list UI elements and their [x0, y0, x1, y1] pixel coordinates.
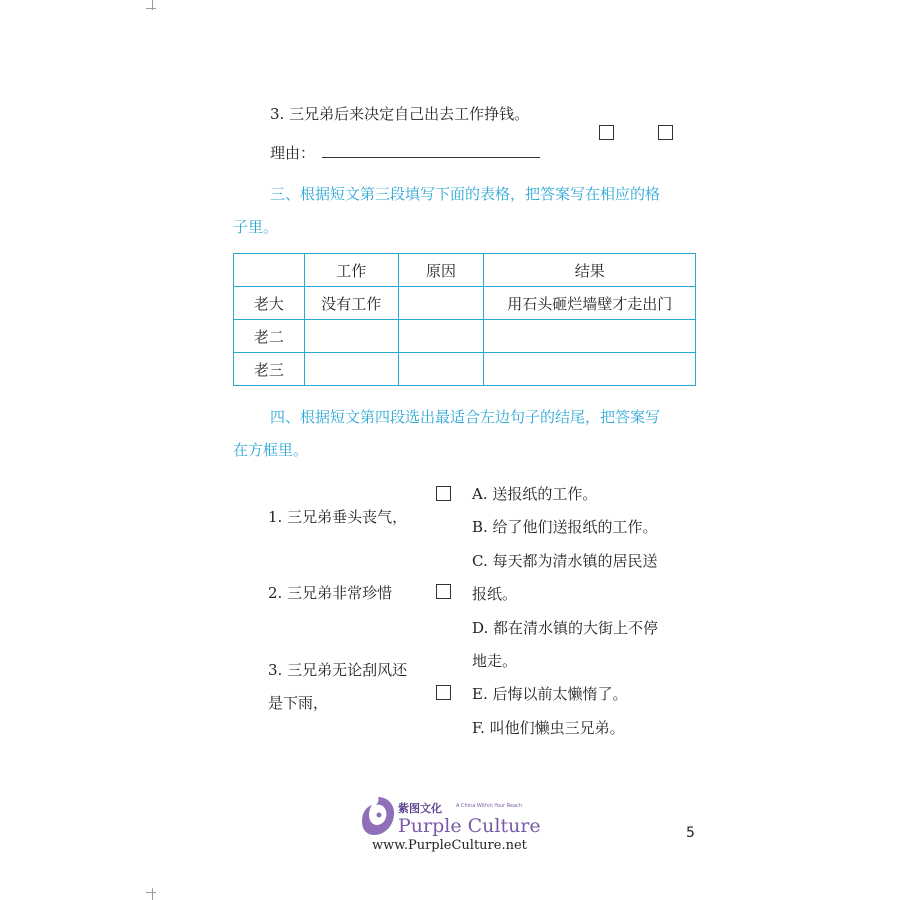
- section4-instruction-line2: 在方框里。: [233, 441, 309, 459]
- option-f: F. 叫他们懒虫三兄弟。: [472, 719, 625, 737]
- table-cell[interactable]: [484, 353, 696, 386]
- table-cell[interactable]: [398, 287, 484, 320]
- table-cell[interactable]: [304, 320, 398, 353]
- crop-mark: [146, 892, 156, 893]
- match-item-2: 2. 三兄弟非常珍惜: [268, 584, 393, 602]
- table-cell[interactable]: [484, 320, 696, 353]
- crop-mark: [152, 888, 153, 900]
- reason-answer-line[interactable]: [322, 157, 540, 158]
- brand-tagline: A China Within Your Reach: [456, 803, 522, 809]
- reason-label: 理由：: [270, 144, 316, 162]
- purple-culture-logo-icon: [360, 795, 396, 837]
- option-c-line1: C. 每天都为清水镇的居民送: [472, 552, 658, 570]
- option-e: E. 后悔以前太懒惰了。: [472, 685, 628, 703]
- table-row: [234, 353, 696, 386]
- true-checkbox[interactable]: [599, 125, 614, 140]
- table-cell[interactable]: 用石头砸烂墙壁才走出门: [484, 287, 696, 320]
- option-a: A. 送报纸的工作。: [472, 485, 598, 503]
- brand-chinese-name: 紫图文化: [398, 802, 442, 815]
- crop-mark: [146, 8, 156, 9]
- answer-box-3[interactable]: [436, 685, 451, 700]
- section3-instruction-line1: 三、根据短文第三段填写下面的表格，把答案写在相应的格: [270, 185, 661, 203]
- match-item-3-line2: 是下雨，: [268, 694, 329, 712]
- table-cell[interactable]: [398, 353, 484, 386]
- table-row-label: 老二: [234, 320, 305, 353]
- q3-statement: 3. 三兄弟后来决定自己出去工作挣钱。: [270, 105, 530, 123]
- table-header-cell: 原因: [398, 254, 484, 287]
- section3-instruction-line2: 子里。: [233, 218, 279, 236]
- table-row: [234, 287, 696, 320]
- answer-box-1[interactable]: [436, 486, 451, 501]
- answer-table: [233, 253, 696, 386]
- section4-instruction-line1: 四、根据短文第四段选出最适合左边句子的结尾，把答案写: [270, 408, 661, 426]
- table-header-cell: [234, 254, 305, 287]
- table-row-label: 老三: [234, 353, 305, 386]
- table-header-cell: 工作: [304, 254, 398, 287]
- answer-box-2[interactable]: [436, 584, 451, 599]
- match-item-1: 1. 三兄弟垂头丧气，: [268, 508, 408, 526]
- table-header-cell: 结果: [484, 254, 696, 287]
- false-checkbox[interactable]: [658, 125, 673, 140]
- table-row: [234, 320, 696, 353]
- option-c-line2: 报纸。: [472, 585, 518, 603]
- option-d-line2: 地走。: [472, 652, 518, 670]
- table-cell[interactable]: 没有工作: [304, 287, 398, 320]
- match-item-3-line1: 3. 三兄弟无论刮风还: [268, 661, 408, 679]
- page-number: 5: [686, 825, 695, 841]
- option-b: B. 给了他们送报纸的工作。: [472, 518, 658, 536]
- table-row-label: 老大: [234, 287, 305, 320]
- table-cell[interactable]: [398, 320, 484, 353]
- brand-name: Purple Culture: [398, 815, 541, 837]
- option-d-line1: D. 都在清水镇的大街上不停: [472, 619, 659, 637]
- table-header-row: [234, 254, 696, 287]
- brand-url[interactable]: www.PurpleCulture.net: [372, 838, 527, 853]
- table-cell[interactable]: [304, 353, 398, 386]
